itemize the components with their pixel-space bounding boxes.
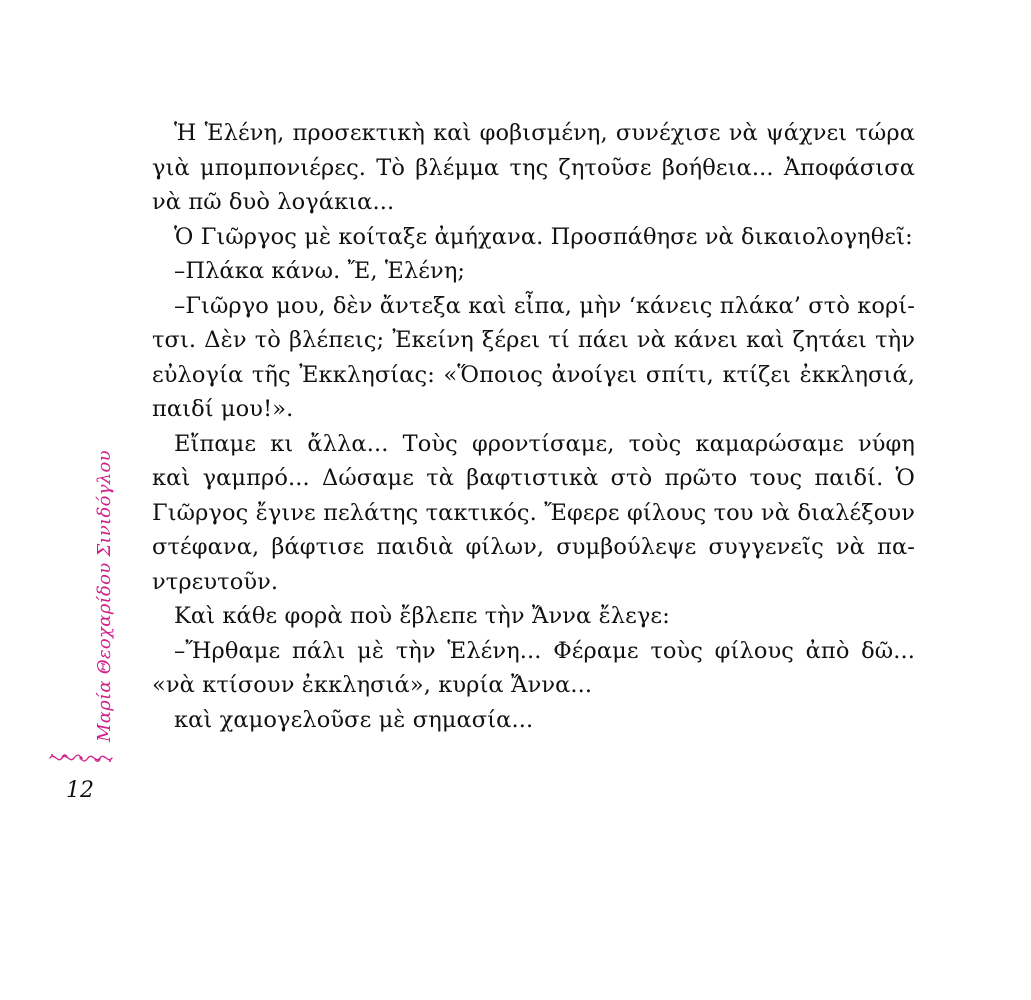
text-line: –Γιῶργο μου, δὲν ἄντεξα καὶ εἶπα, μὴν ‘κάνεις πλάκα’ στὸ κορί-: [174, 292, 915, 319]
text-line: –Ἤρθαμε πάλι μὲ τὴν Ἑλένη... Φέραμε τοὺς φίλους ἀπὸ δῶ...: [174, 637, 915, 664]
text-line: Γιῶργος ἔγινε πελάτης τακτικός. Ἔφερε φίλους του νὰ διαλέξουν: [152, 499, 915, 526]
text-line: Εἴπαμε κι ἄλλα... Τοὺς φροντίσαμε, τοὺς καμαρώσαμε νύφη: [174, 430, 915, 457]
text-line: «νὰ κτίσουν ἐκκλησιά», κυρία Ἄννα...: [152, 672, 593, 698]
text-line: στέφανα, βάφτισε παιδιὰ φίλων, συμβούλεψε συγγενεῖς νὰ πα-: [152, 534, 915, 560]
text-line: Ὁ Γιῶργος μὲ κοίταξε ἀμήχανα. Προσπάθησε νὰ δικαιολογηθεῖ:: [174, 223, 913, 250]
text-line: Καὶ κάθε φορὰ ποὺ ἔβλεπε τὴν Ἄννα ἔλεγε:: [174, 603, 670, 629]
body-text: [152, 116, 915, 737]
page-number: 12: [66, 778, 94, 803]
text-line: Ἡ Ἑλένη, προσεκτικὴ καὶ φοβισμένη, συνέχισε νὰ ψάχνει τώρα: [174, 120, 915, 146]
text-line: παιδί μου!».: [152, 396, 294, 422]
text-line: –Πλάκα κάνω. Ἔ, Ἑλένη;: [174, 258, 466, 284]
text-line: καὶ γαμπρό... Δώσαμε τὰ βαφτιστικὰ στὸ πρῶτο τους παιδί. Ὁ: [152, 465, 915, 491]
flourish-ornament-icon: [48, 749, 114, 767]
text-line: εὐλογία τῆς Ἐκκλησίας: «Ὅποιος ἀνοίγει σπίτι, κτίζει ἐκκλησιά,: [152, 361, 915, 388]
running-title: Μαρία Θεοχαρίδου Σινιδόγλου: [94, 450, 115, 742]
text-line: τσι. Δὲν τὸ βλέπεις; Ἐκείνη ξέρει τί πάει νὰ κάνει καὶ ζητάει τὴν: [152, 327, 915, 353]
text-line: ντρευτοῦν.: [152, 568, 279, 595]
text-line: γιὰ μπομπονιέρες. Τὸ βλέμμα της ζητοῦσε βοήθεια... Ἀποφάσισα: [152, 154, 915, 181]
text-line: νὰ πῶ δυὸ λογάκια...: [152, 189, 395, 215]
text-line: καὶ χαμογελοῦσε μὲ σημασία...: [174, 706, 534, 733]
